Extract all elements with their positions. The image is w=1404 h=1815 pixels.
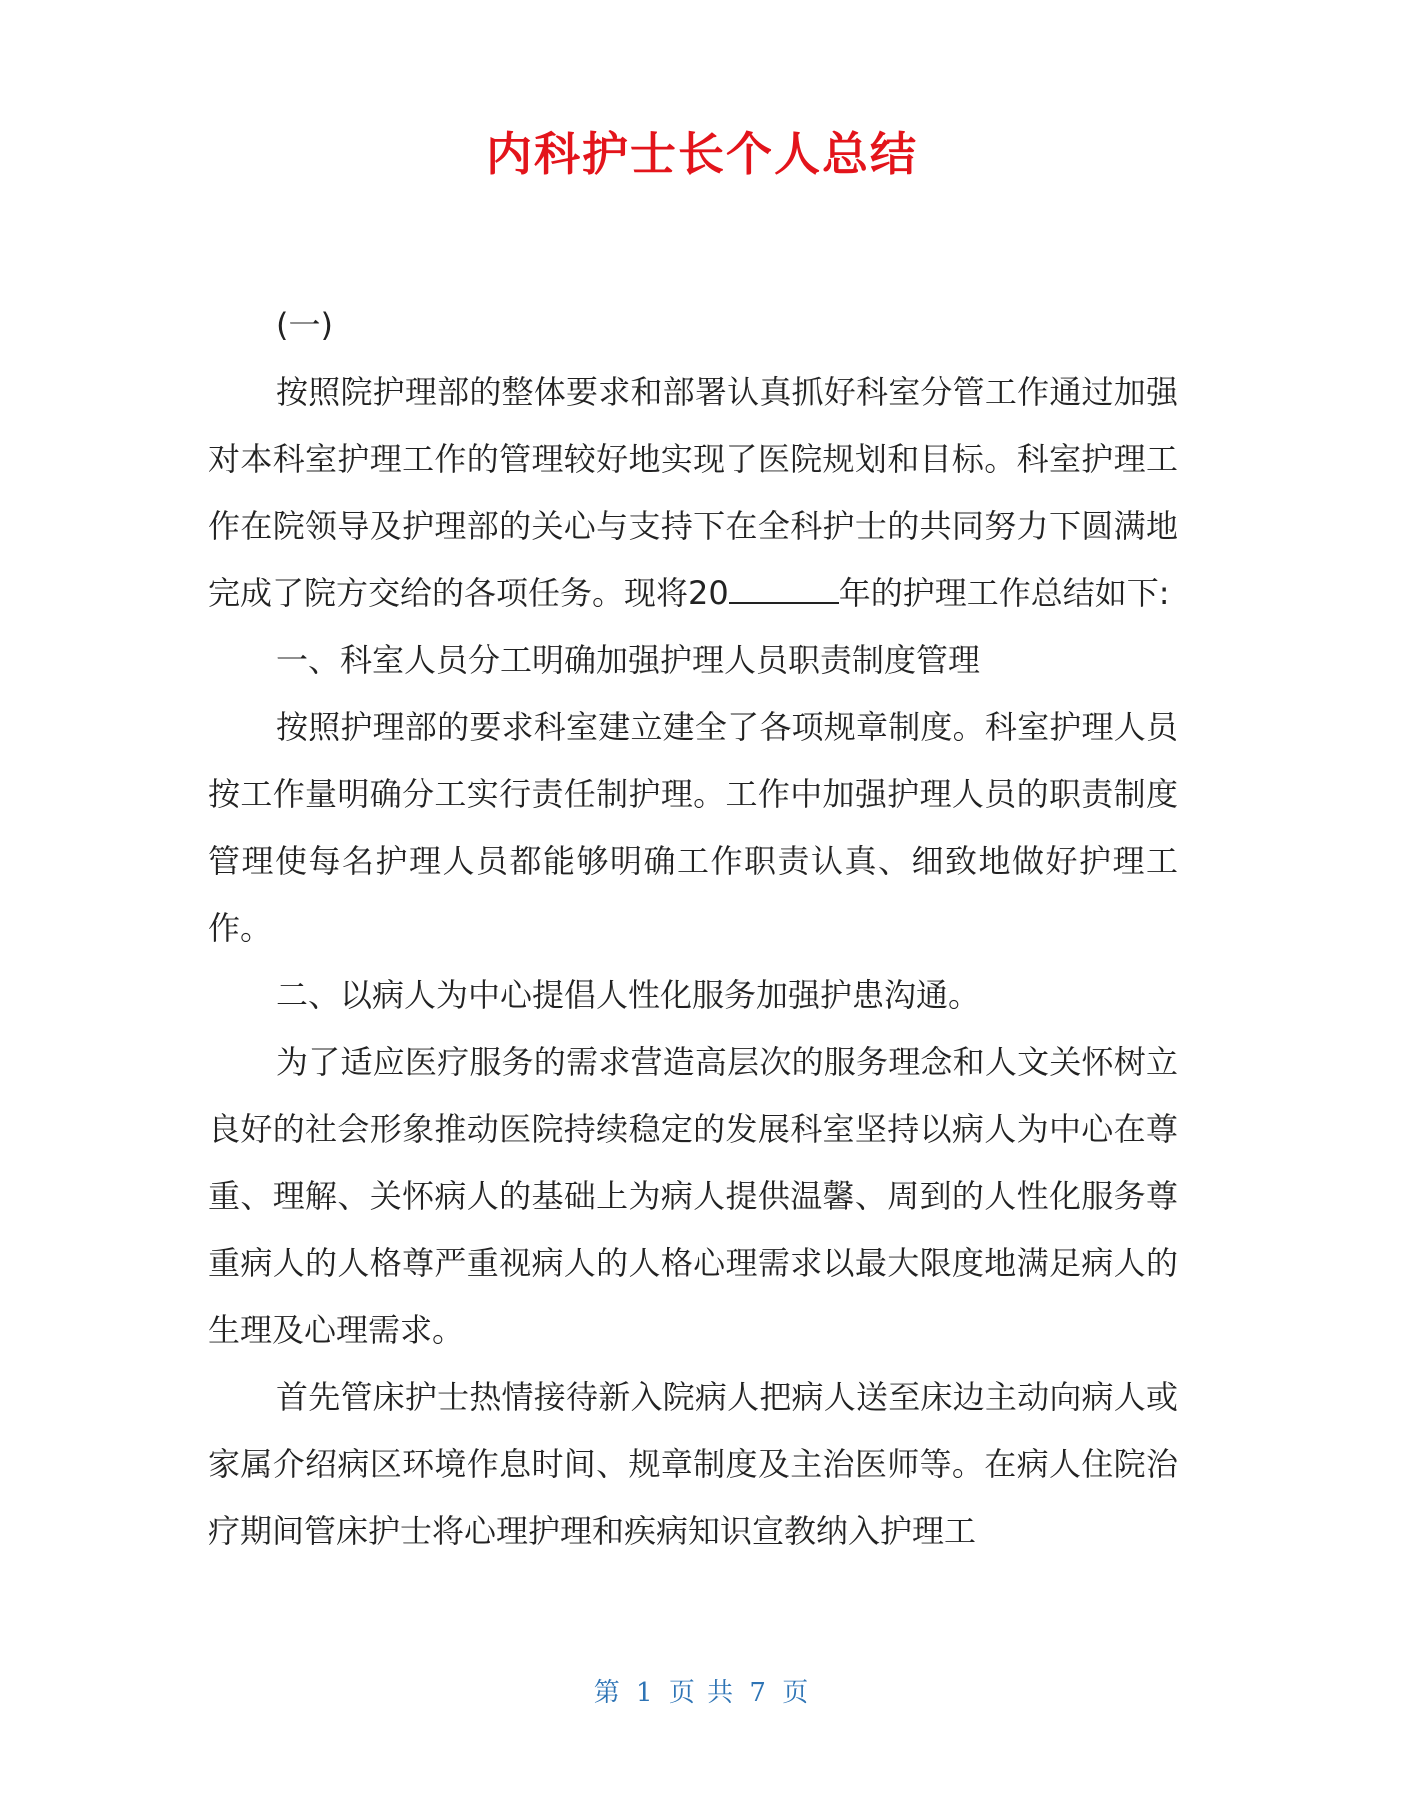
section-heading-2: 二、以病人为中心提倡人性化服务加强护患沟通。	[276, 976, 981, 1014]
intro-paragraph	[208, 359, 1178, 627]
footer-total-pages: 7	[749, 1678, 768, 1708]
section-2-paragraph-b: 首先管床护士热情接待新入院病人把病人送至床边主动向病人或家属介绍病区环境作息时间、规章制度及主治医师等。在病人住院治疗期间管床护士将心理护理和疾病知识宣教纳入护理工	[208, 1378, 1178, 1550]
section-2-paragraph-a: 为了适应医疗服务的需求营造高层次的服务理念和人文关怀树立良好的社会形象推动医院持续稳定的发展科室坚持以病人为中心在尊重、理解、关怀病人的基础上为病人提供温馨、周到的人性化服务尊重病人的人格尊严重视病人的人格心理需求以最大限度地满足病人的生理及心理需求。	[208, 1043, 1178, 1349]
footer-current-page: 1	[636, 1678, 655, 1708]
footer-suffix: 页	[782, 1678, 811, 1708]
document-body	[208, 292, 1178, 1565]
intro-text-before-blank: 按照院护理部的整体要求和部署认真抓好科室分管工作通过加强对本科室护理工作的管理较好地实现了医院规划和目标。科室护理工作在院领导及护理部的关心与支持下在全科护士的共同努力下圆满地完成了院方交给的各项任务。现将20	[208, 373, 1178, 612]
year-blank-line	[729, 573, 839, 604]
document-title: 内科护士长个人总结	[486, 127, 918, 181]
section-number-paragraph: (一)	[276, 306, 333, 344]
footer-middle: 页 共	[668, 1678, 736, 1708]
intro-text-after-blank: 年的护理工作总结如下:	[838, 574, 1170, 612]
section-heading-1: 一、科室人员分工明确加强护理人员职责制度管理	[276, 641, 981, 679]
page-footer	[0, 1672, 1404, 1709]
section-1-paragraph: 按照护理部的要求科室建立建全了各项规章制度。科室护理人员按工作量明确分工实行责任制护理。工作中加强护理人员的职责制度管理使每名护理人员都能够明确工作职责认真、细致地做好护理工作。	[208, 708, 1178, 947]
footer-prefix: 第	[593, 1678, 622, 1708]
